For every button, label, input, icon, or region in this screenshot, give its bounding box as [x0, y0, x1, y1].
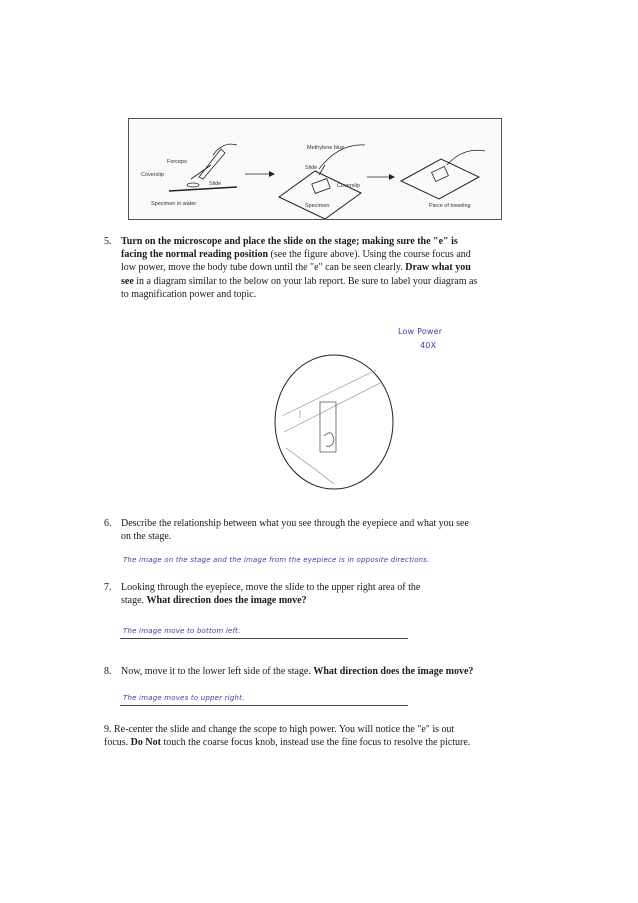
q7-line-b-bold: What direction does the image move? [146, 595, 307, 607]
slide-sketch [282, 370, 382, 484]
panel-left [141, 144, 237, 207]
q5-line-e: to magnification power and topic. [121, 288, 257, 300]
question-number: 9. [104, 724, 112, 735]
panel-right [401, 150, 485, 209]
label-coverslip-mid: Coverslip [337, 183, 360, 189]
q9-line-b-start: focus. [104, 737, 131, 749]
hand-label-40x: 40X [420, 341, 437, 350]
q5-bold-a: Turn on the microscope and place the slide on the stage; making sure the "e" is [121, 236, 458, 247]
label-slide-mid: Slide [305, 165, 318, 171]
q6-answer: The image on the stage and the image from the eyepiece is in opposite directions. [123, 556, 430, 564]
label-slide-left: Slide [209, 181, 222, 187]
q5-text-b: (see the figure above). Using the course focus and [268, 249, 471, 261]
label-piece-of-toweling: Piece of toweling [429, 203, 471, 209]
q5-line-d: in a diagram similar to the below on your lab report. Be sure to label your diagram as [133, 275, 478, 287]
label-methylene-blue: Methylene blue [307, 145, 345, 151]
question-5 [104, 235, 544, 301]
q8-text: Now, move it to the lower left side of the stage. [121, 666, 314, 677]
panel-middle [279, 145, 365, 219]
q5-bold-b: facing the normal reading position [121, 249, 269, 261]
q5-bold-c: Draw what you [405, 262, 471, 274]
question-number: 8. [104, 666, 112, 677]
field-of-view-circle [275, 355, 393, 489]
q6-line-b: on the stage. [121, 531, 172, 543]
microscope-view-drawing [272, 352, 396, 492]
q9-line-b-bold: Do Not [130, 737, 161, 749]
question-number: 6. [104, 518, 112, 529]
label-specimen: Specimen [305, 203, 330, 209]
question-6 [104, 517, 544, 543]
q9-line-a: Re-center the slide and change the scope to high power. You will notice the "e" is out [114, 724, 455, 735]
question-7 [104, 581, 544, 607]
question-number: 7. [104, 582, 112, 593]
arrow-1 [245, 171, 275, 177]
question-9 [104, 723, 564, 749]
question-number: 5. [104, 236, 112, 247]
label-specimen-in-water: Specimen in water [151, 201, 197, 207]
question-8 [104, 665, 564, 678]
label-forceps: Forceps [167, 159, 187, 165]
q8-bold: What direction does the image move? [313, 666, 474, 677]
q6-line-a: Describe the relationship between what you see through the eyepiece and what you see [121, 518, 469, 529]
q7-line-b-text: stage. [121, 595, 147, 607]
q8-answer-line [120, 705, 408, 706]
q8-answer: The image moves to upper right. [123, 694, 245, 702]
q5-line-d-bold: see [121, 275, 134, 287]
figure-illustration [129, 119, 501, 219]
label-coverslip-left: Coverslip [141, 172, 164, 178]
q7-answer: The image move to bottom left. [123, 627, 241, 635]
arrow-2 [367, 174, 395, 180]
q5-line-c: low power, move the body tube down until the "e" can be seen clearly. [121, 262, 406, 274]
slide-preparation-figure [128, 118, 502, 220]
q7-line-a: Looking through the eyepiece, move the slide to the upper right area of the [121, 582, 421, 593]
q7-answer-line [120, 638, 408, 639]
q9-line-b-end: touch the coarse focus knob, instead use the fine focus to resolve the picture. [160, 737, 471, 749]
hand-label-low-power: Low Power [398, 327, 443, 336]
